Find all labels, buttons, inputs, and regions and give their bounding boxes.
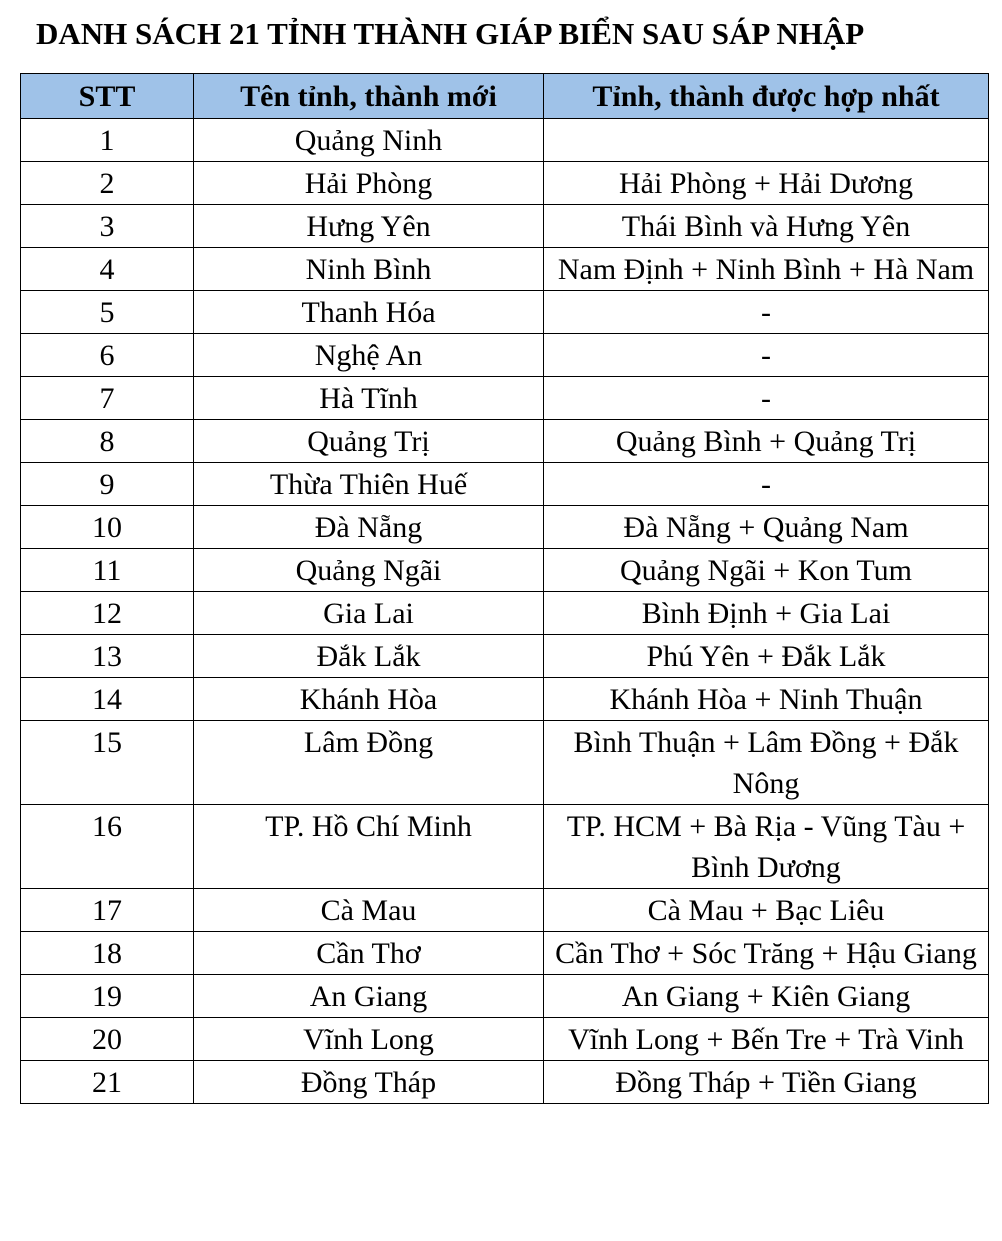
- cell-stt: 8: [21, 420, 194, 463]
- cell-merged: TP. HCM + Bà Rịa - Vũng Tàu + Bình Dương: [544, 805, 989, 889]
- cell-merged: Đồng Tháp + Tiền Giang: [544, 1061, 989, 1104]
- cell-stt: 13: [21, 635, 194, 678]
- cell-merged: Cà Mau + Bạc Liêu: [544, 889, 989, 932]
- table-row: [21, 420, 989, 463]
- cell-stt: 12: [21, 592, 194, 635]
- provinces-table: [20, 73, 989, 1104]
- table-row: [21, 205, 989, 248]
- cell-stt: 21: [21, 1061, 194, 1104]
- cell-merged: Cần Thơ + Sóc Trăng + Hậu Giang: [544, 932, 989, 975]
- table-row: [21, 248, 989, 291]
- cell-new-name: Thanh Hóa: [194, 291, 544, 334]
- cell-new-name: Ninh Bình: [194, 248, 544, 291]
- cell-stt: 16: [21, 805, 194, 889]
- table-row: [21, 889, 989, 932]
- cell-merged: Hải Phòng + Hải Dương: [544, 162, 989, 205]
- cell-new-name: An Giang: [194, 975, 544, 1018]
- cell-merged: Nam Định + Ninh Bình + Hà Nam: [544, 248, 989, 291]
- column-header-merged: Tỉnh, thành được hợp nhất: [544, 74, 989, 119]
- cell-merged: Quảng Ngãi + Kon Tum: [544, 549, 989, 592]
- cell-merged: -: [544, 377, 989, 420]
- cell-stt: 20: [21, 1018, 194, 1061]
- cell-stt: 14: [21, 678, 194, 721]
- cell-merged: [544, 119, 989, 162]
- table-row: [21, 549, 989, 592]
- cell-merged: -: [544, 463, 989, 506]
- table-row: [21, 377, 989, 420]
- cell-new-name: Cần Thơ: [194, 932, 544, 975]
- cell-new-name: Khánh Hòa: [194, 678, 544, 721]
- cell-merged: Bình Thuận + Lâm Đồng + Đắk Nông: [544, 721, 989, 805]
- cell-new-name: Đắk Lắk: [194, 635, 544, 678]
- cell-stt: 9: [21, 463, 194, 506]
- table-row: [21, 635, 989, 678]
- cell-new-name: TP. Hồ Chí Minh: [194, 805, 544, 889]
- cell-merged: Đà Nẵng + Quảng Nam: [544, 506, 989, 549]
- cell-new-name: Gia Lai: [194, 592, 544, 635]
- cell-new-name: Quảng Trị: [194, 420, 544, 463]
- cell-new-name: Hưng Yên: [194, 205, 544, 248]
- table-row: [21, 975, 989, 1018]
- cell-merged: Bình Định + Gia Lai: [544, 592, 989, 635]
- cell-merged: An Giang + Kiên Giang: [544, 975, 989, 1018]
- cell-new-name: Cà Mau: [194, 889, 544, 932]
- cell-new-name: Thừa Thiên Huế: [194, 463, 544, 506]
- cell-stt: 19: [21, 975, 194, 1018]
- table-body: [21, 119, 989, 1104]
- table-row: [21, 506, 989, 549]
- cell-stt: 3: [21, 205, 194, 248]
- table-header-row: [21, 74, 989, 119]
- cell-new-name: Đồng Tháp: [194, 1061, 544, 1104]
- cell-merged: Quảng Bình + Quảng Trị: [544, 420, 989, 463]
- cell-new-name: Lâm Đồng: [194, 721, 544, 805]
- cell-merged: Vĩnh Long + Bến Tre + Trà Vinh: [544, 1018, 989, 1061]
- cell-stt: 17: [21, 889, 194, 932]
- cell-new-name: Nghệ An: [194, 334, 544, 377]
- column-header-stt: STT: [21, 74, 194, 119]
- cell-new-name: Quảng Ngãi: [194, 549, 544, 592]
- table-row: [21, 119, 989, 162]
- cell-merged: -: [544, 291, 989, 334]
- cell-stt: 5: [21, 291, 194, 334]
- table-row: [21, 932, 989, 975]
- cell-new-name: Vĩnh Long: [194, 1018, 544, 1061]
- cell-stt: 1: [21, 119, 194, 162]
- table-row: [21, 1061, 989, 1104]
- table-row: [21, 592, 989, 635]
- cell-new-name: Hà Tĩnh: [194, 377, 544, 420]
- cell-stt: 11: [21, 549, 194, 592]
- table-row: [21, 162, 989, 205]
- cell-new-name: Hải Phòng: [194, 162, 544, 205]
- table-row: [21, 463, 989, 506]
- cell-stt: 18: [21, 932, 194, 975]
- cell-stt: 7: [21, 377, 194, 420]
- table-row: [21, 805, 989, 889]
- document-title: DANH SÁCH 21 TỈNH THÀNH GIÁP BIỂN SAU SÁP NHẬP: [36, 16, 865, 51]
- cell-new-name: Đà Nẵng: [194, 506, 544, 549]
- table-row: [21, 291, 989, 334]
- cell-stt: 10: [21, 506, 194, 549]
- table-row: [21, 334, 989, 377]
- table-row: [21, 1018, 989, 1061]
- cell-stt: 6: [21, 334, 194, 377]
- cell-merged: Khánh Hòa + Ninh Thuận: [544, 678, 989, 721]
- cell-merged: Thái Bình và Hưng Yên: [544, 205, 989, 248]
- column-header-new-name: Tên tỉnh, thành mới: [194, 74, 544, 119]
- table-row: [21, 721, 989, 805]
- cell-stt: 4: [21, 248, 194, 291]
- cell-merged: -: [544, 334, 989, 377]
- cell-new-name: Quảng Ninh: [194, 119, 544, 162]
- cell-stt: 15: [21, 721, 194, 805]
- table-row: [21, 678, 989, 721]
- cell-merged: Phú Yên + Đắk Lắk: [544, 635, 989, 678]
- cell-stt: 2: [21, 162, 194, 205]
